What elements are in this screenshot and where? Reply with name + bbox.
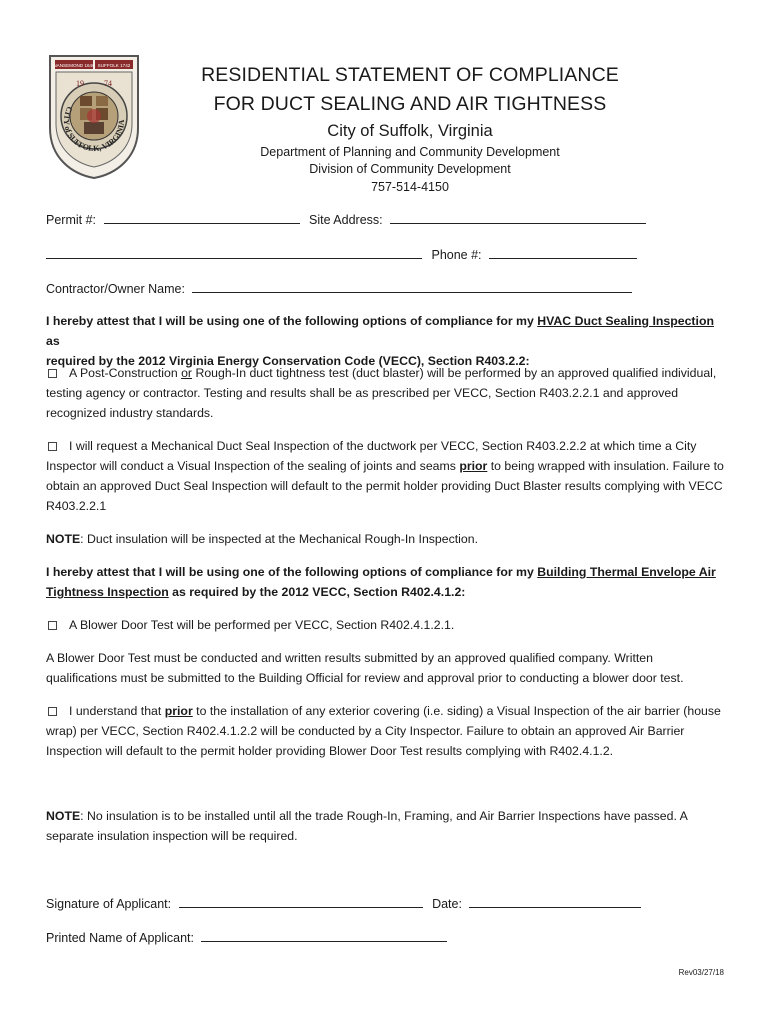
city-name: City of Suffolk, Virginia [327, 122, 493, 140]
air-tightness-link-part2: Tightness Inspection [46, 585, 169, 599]
permit-row [46, 211, 646, 227]
date-field[interactable] [469, 895, 641, 908]
phone-label: Phone #: [431, 248, 482, 262]
signature-label: Signature of Applicant: [46, 897, 172, 911]
duct-attestation: I hereby attest that I will be using one of the following options of compliance for my HVAC Duct Sealing Inspection as required by the 2012 Virginia Energy Conservation Code (VECC), Section R403.2.2: [46, 314, 714, 368]
air-attestation: I hereby attest that I will be using one of the following options of compliance for my Building Thermal Envelope Air Tightness Inspection as required by the 2012 VECC, Section R402.4.1.2: [46, 565, 716, 599]
svg-text:CITY of SUFFOLK, VIRGINIA: CITY of SUFFOLK, VIRGINIA [61, 105, 127, 154]
insulation-note: NOTE: No insulation is to be installed until all the trade Rough-In, Framing, and Air Barrier Inspections have passed. A separate insulation inspection will be required. [46, 809, 688, 843]
svg-text:74: 74 [104, 79, 112, 88]
printed-name-label: Printed Name of Applicant: [46, 931, 194, 945]
air-option-2: I understand that prior to the installation of any exterior covering (i.e. siding) a Visual Inspection of the air barrier (house wrap) per VECC, Section R402.4.1.2.2 will be conducted by a City Inspector. Failure to obtain an approved Air Barrier Inspection will default to the permit holder providing Blower Door Test results complying with R402.4.1.2. [46, 704, 721, 758]
phone-field[interactable] [489, 246, 637, 259]
duct-option-2: I will request a Mechanical Duct Seal Inspection of the ductwork per VECC, Section R403.2.2.2 at which time a City Inspector will conduct a Visual Inspection of the sealing of joints and seams prior to being wrapped with insulation. Failure to obtain an approved Duct Seal Inspection will default to the permit holder providing Duct Blaster results complying with VECC R403.2.2.1 [46, 439, 724, 513]
contractor-label: Contractor/Owner Name: [46, 282, 185, 296]
blower-door-requirements: A Blower Door Test must be conducted and written results submitted by an approved qualified company. Written qualifications must be submitted to the Building Official for review and approval prior to conducting a blower door test. [46, 651, 684, 685]
svg-text:SUFFOLK 1742: SUFFOLK 1742 [97, 63, 131, 68]
permit-label: Permit #: [46, 213, 97, 227]
city-seal-logo [46, 50, 142, 180]
department-name: Department of Planning and Community Development [260, 145, 560, 159]
air-option-2-checkbox[interactable] [48, 707, 57, 716]
duct-note: NOTE: Duct insulation will be inspected at the Mechanical Rough-In Inspection. [46, 532, 478, 546]
phone-row [46, 246, 637, 262]
date-label: Date: [432, 897, 462, 911]
form-title-line-2: FOR DUCT SEALING AND AIR TIGHTNESS [213, 93, 607, 115]
site-address-continued-field[interactable] [46, 246, 422, 259]
air-option-1: A Blower Door Test will be performed per VECC, Section R402.4.1.2.1. [46, 615, 726, 635]
duct-option-1-checkbox[interactable] [48, 369, 57, 378]
printed-name-row [46, 929, 447, 945]
signature-row [46, 895, 641, 911]
svg-text:19: 19 [76, 79, 84, 88]
site-address-field[interactable] [390, 211, 646, 224]
hvac-duct-sealing-link: HVAC Duct Sealing Inspection [537, 314, 714, 328]
duct-option-1: A Post-Construction or Rough-In duct tightness test (duct blaster) will be performed by an approved qualified individual, testing agency or contractor. Testing and results shall be as prescribed per VECC, Section R403.2.2.1 and approved recognized industry standards. [46, 366, 717, 420]
permit-field[interactable] [104, 211, 300, 224]
printed-name-field[interactable] [201, 929, 447, 942]
air-option-1-checkbox[interactable] [48, 621, 57, 630]
signature-field[interactable] [179, 895, 423, 908]
site-address-label: Site Address: [308, 213, 383, 227]
division-name: Division of Community Development [309, 162, 511, 176]
contractor-row [46, 280, 632, 296]
contractor-field[interactable] [192, 280, 632, 293]
office-phone: 757-514-4150 [371, 180, 449, 194]
air-tightness-link-part1: Building Thermal Envelope Air [537, 565, 716, 579]
svg-text:NANSEMOND 1646: NANSEMOND 1646 [53, 63, 95, 68]
duct-option-2-checkbox[interactable] [48, 442, 57, 451]
form-title-line-1: RESIDENTIAL STATEMENT OF COMPLIANCE [201, 64, 619, 86]
revision-date: Rev03/27/18 [678, 968, 724, 977]
